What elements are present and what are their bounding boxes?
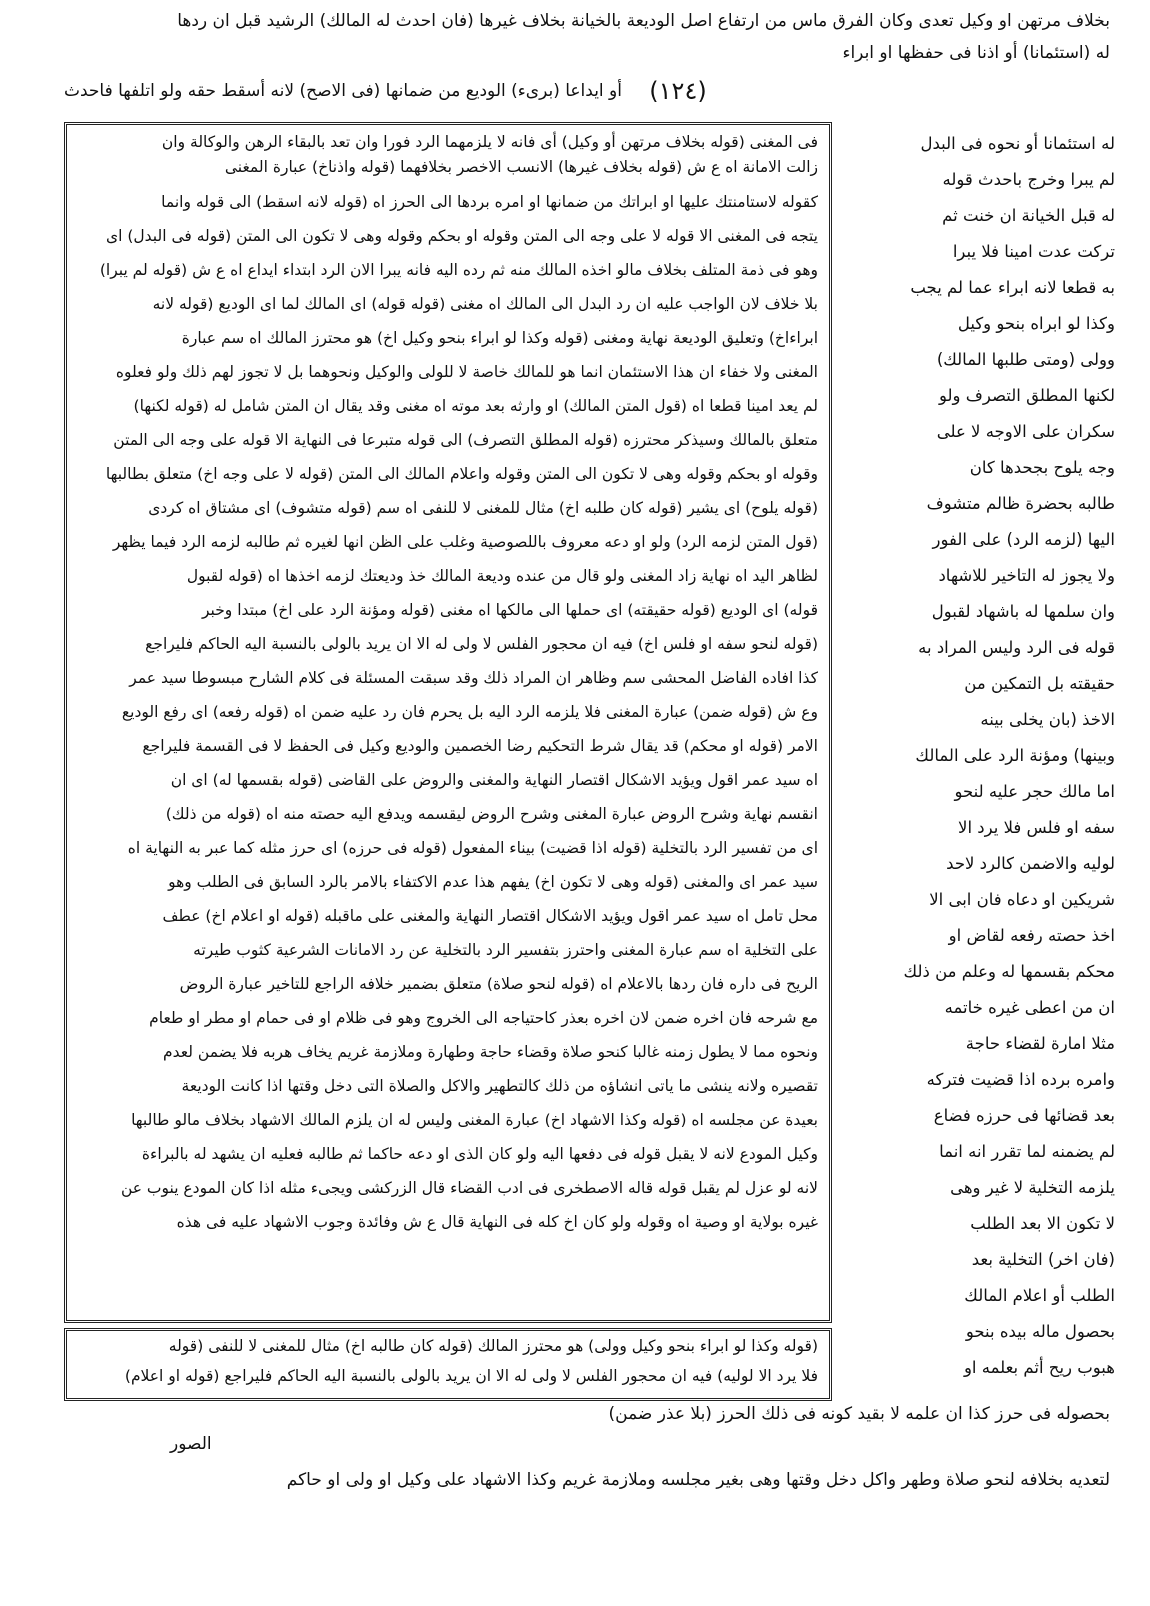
matn-line: تركت عدت امينا فلا يبرا bbox=[952, 242, 1115, 261]
commentary-line: لظاهر اليد اه نهاية زاد المغنى ولو قال من عنده وديعة المالك خذ وديعتك لزمه اخذها اه (قوله لقبول bbox=[186, 567, 818, 585]
matn-line: محكم بقسمها له وعلم من ذلك bbox=[903, 962, 1115, 981]
commentary-line: كقوله لاستامنتك عليها او ابراتك من ضمانها او امره بردها الى الحرز اه (قوله لانه اسقط) الى قوله وانما bbox=[161, 193, 818, 211]
matn-line: لم يبرا وخرج باحدث قوله bbox=[942, 170, 1115, 189]
commentary-line: لانه لو عزل لم يقبل قوله قاله الاصطخرى فى ادب القضاء قال الزركشى ويجىء مثله اذا كان المودع ينوب عن bbox=[120, 1179, 818, 1197]
matn-line: وبينها) ومؤنة الرد على المالك bbox=[915, 746, 1115, 765]
matn-line: سفه او فلس فلا يرد الا bbox=[958, 818, 1115, 837]
bottom-line: بحصوله فى حرز كذا ان علمه لا بقيد كونه فى ذلك الحرز (بلا عذر ضمن) bbox=[608, 1404, 1110, 1424]
matn-line: سكران على الاوجه لا على bbox=[936, 422, 1115, 441]
commentary-line: زالت الامانة اه ع ش (قوله بخلاف غيرها) الانسب الاخصر بخلافهما (قوله واذناخ) عبارة المغنى bbox=[224, 158, 818, 176]
commentary-line: كذا افاده الفاضل المحشى سم وظاهر ان المراد ذلك وقد سبقت المسئلة فى كلام الشارح مبسوطا سيد عمر bbox=[129, 669, 818, 687]
commentary-line: وقوله او بحكم وقوله وهى لا تكون الى المتن وقوله واعلام المالك الى المتن (قوله لا على وجه اخ) متعلق بطالبها bbox=[105, 465, 818, 483]
matn-line: اما مالك حجر عليه لنحو bbox=[954, 782, 1115, 801]
matn-line: مثلا امارة لقضاء حاجة bbox=[965, 1034, 1115, 1053]
matn-line: له استئمانا أو نحوه فى البدل bbox=[920, 134, 1115, 153]
header-line: أو ايداعا (برىء) الوديع من ضمانها (فى الاصح) لانه أسقط حقه ولو اتلفها فاحدث bbox=[63, 81, 622, 101]
matn-line: ان من اعطى غيره خاتمه bbox=[944, 998, 1115, 1017]
matn-line: قوله فى الرد وليس المراد به bbox=[918, 638, 1115, 657]
matn-line: وامره برده اذا قضيت فتركه bbox=[926, 1070, 1115, 1089]
commentary-line: سيد عمر اى والمغنى (قوله وهى لا تكون اخ) يفهم هذا عدم الاكتفاء بالامر بالرد السابق فى الطلب وهو bbox=[168, 873, 818, 891]
matn-line: بعد قضائها فى حرزه فضاع bbox=[933, 1106, 1115, 1125]
matn-line: له قبل الخيانة ان خنت ثم bbox=[942, 206, 1115, 225]
commentary-line: وع ش (قوله ضمن) عبارة المغنى فلا يلزمه الرد اليه بل يحرم فان رد عليه ضمن اه (قوله رفعه) اى رفع الوديع bbox=[121, 703, 818, 721]
header-line: بخلاف مرتهن او وكيل تعدى وكان الفرق ماس من ارتفاع اصل الوديعة بالخيانة بخلاف غيرها (فان احدث له المالك) الرشيد قبل ان ردها bbox=[177, 11, 1110, 31]
matn-line: الطلب أو اعلام المالك bbox=[964, 1286, 1115, 1305]
catch-word: الصور bbox=[170, 1434, 212, 1454]
matn-line: حقيقته بل التمكين من bbox=[964, 674, 1115, 693]
commentary-line: اه سيد عمر اقول ويؤيد الاشكال اقتصار النهاية والمغنى والروض على القاضى (قوله بقسمها له) اى ان bbox=[170, 771, 818, 789]
commentary-line: اى من تفسير الرد بالتخلية (قوله اذا قضيت) بيناء المفعول (قوله فى حرزه) اى حرز مثله كما عبر به النهاية اه bbox=[127, 839, 818, 857]
commentary-line: قوله) اى الوديع (قوله حقيقته) اى حملها الى مالكها اه مغنى (قوله ومؤنة الرد على اخ) مبتدا وخبر bbox=[201, 601, 818, 619]
matn-line: وكذا لو ابراه بنحو وكيل bbox=[957, 314, 1115, 333]
commentary-line: غيره بولاية او وصية اه وقوله ولو كان اخ كله فى النهاية قال ع ش وفائدة وجوب الاشهاد عليه فى هذه bbox=[176, 1213, 818, 1231]
commentary-line: ونحوه مما لا يطول زمنه غالبا كنحو صلاة وقضاء حاجة وطهارة وملازمة غريم يخاف هربه فلا يضمن لعدم bbox=[163, 1043, 818, 1061]
matn-line: لم يضمنه لما تقرر انه انما bbox=[939, 1142, 1115, 1161]
matn-line: وان سلمها له باشهاد لقبول bbox=[931, 602, 1115, 621]
matn-line: بحصول ماله بيده بنحو bbox=[965, 1322, 1115, 1341]
commentary-line: مع شرحه فان اخره ضمن لان اخره بعذر كاحتياجه الى الخروج وهو فى ظلام او فى حمام او مطر او طعام bbox=[149, 1009, 818, 1027]
footnote-line: فلا يرد الا لوليه) فيه ان محجور الفلس لا ولى له الا ان يريد بالولى بالنسبة اليه الحاكم فليراجع (قوله او اعلام) bbox=[124, 1367, 818, 1385]
commentary-line: وهو فى ذمة المتلف بخلاف مالو اخذه المالك منه ثم رده اليه فانه يبرا الان الرد ابتداء ايداع اه ع ش (قوله لم يبرا) bbox=[99, 261, 818, 279]
commentary-line: يتجه فى المغنى الا قوله لا على وجه الى المتن وقوله او بحكم وقوله وهى لا تكون الى المتن (قوله فى البدل) اى bbox=[106, 227, 818, 245]
matn-line: وولى (ومتى طلبها المالك) bbox=[936, 350, 1115, 369]
matn-line: وجه يلوح بجحدها كان bbox=[969, 458, 1115, 477]
matn-line: لوليه والاضمن كالرد لاحد bbox=[946, 854, 1115, 873]
commentary-line: (قوله لنحو سفه او فلس اخ) فيه ان محجور الفلس لا ولى له الا ان يريد بالولى بالنسبة اليه الحاكم فليراجع bbox=[145, 635, 818, 653]
matn-line: اليها (لزمه الرد) على الفور bbox=[932, 530, 1115, 549]
matn-line: الاخذ (بان يخلى بينه bbox=[980, 710, 1115, 729]
matn-line: لكنها المطلق التصرف ولو bbox=[938, 386, 1115, 405]
commentary-line: فى المغنى (قوله بخلاف مرتهن أو وكيل) أى فانه لا يلزمهما الرد فورا وان تعد بالبقاء الرهن والوكالة وان bbox=[161, 133, 818, 151]
commentary-line: وكيل المودع لانه لا يقبل قوله فى دفعها اليه ولو كان الذى او دعه حاكما ثم طالبه فعليه ان يشهد له بالبراءة bbox=[141, 1145, 818, 1163]
commentary-line: بلا خلاف لان الواجب عليه ان رد البدل الى المالك اه مغنى (قوله قوله) اى المالك لما اى الوديع (قوله لانه bbox=[152, 295, 818, 313]
commentary-line: محل تامل اه سيد عمر اقول ويؤيد الاشكال اقتصار النهاية والمغنى على ماقبله (قوله او اعلام اخ) عطف bbox=[162, 907, 818, 925]
footnote-line: (قوله وكذا لو ابراء بنحو وكيل وولى) هو محترز المالك (قوله كان طالبه اخ) مثال للمغنى لا للنفى (قوله bbox=[168, 1337, 818, 1355]
commentary-line: انقسم نهاية وشرح الروض عبارة المغنى وشرح الروض ليقسمه ويدفع اليه حصته منه اه (قوله من ذلك) bbox=[165, 805, 818, 823]
commentary-line: بعيدة عن مجلسه اه (قوله وكذا الاشهاد اخ) عبارة المغنى وليس له ان يلزم المالك الاشهاد بخلاف مالو طالبها bbox=[131, 1111, 818, 1129]
commentary-line: الامر (قوله او محكم) قد يقال شرط التحكيم رضا الخصمين والوديع وكيل فى الحفظ لا فى القسمة فليراجع bbox=[142, 737, 818, 755]
matn-line: (فان اخر) التخلية بعد bbox=[971, 1250, 1115, 1269]
matn-line: لا تكون الا بعد الطلب bbox=[970, 1214, 1115, 1233]
bottom-line: لتعديه بخلافه لنحو صلاة وطهر واكل دخل وقتها وهى بغير مجلسه وملازمة غريم وكذا الاشهاد على وكيل او ولى او حاكم bbox=[286, 1470, 1110, 1490]
header-line: له (استئمانا) أو اذنا فى حفظها او ابراء bbox=[842, 43, 1110, 63]
commentary-line: لم يعد امينا قطعا اه (قول المتن المالك) او وارثه بعد موته اه مغنى وقد يقال ان المتن شامل له (قوله لكنها) bbox=[133, 397, 818, 415]
commentary-line: متعلق بالمالك وسيذكر محترزه (قوله المطلق التصرف) الى قوله متبرعا فى النهاية الا قوله على وجه الى المتن bbox=[113, 431, 818, 449]
matn-line: يلزمه التخلية لا غير وهى bbox=[950, 1178, 1115, 1197]
commentary-line: ابراءاخ) وتعليق الوديعة نهاية ومغنى (قوله وكذا لو ابراء بنحو وكيل اخ) هو محترز المالك اه سم عبارة bbox=[181, 329, 818, 347]
matn-line: ولا يجوز له التاخير للاشهاد bbox=[938, 566, 1115, 585]
matn-line: طالبه بحضرة ظالم متشوف bbox=[926, 494, 1115, 513]
commentary-line: (قول المتن لزمه الرد) ولو او دعه معروف باللصوصية وغلب على الظن انها لغيره ثم طالبه لزمه الرد فيما يظهر bbox=[112, 533, 818, 551]
commentary-line: على التخلية اه سم عبارة المغنى واحترز بتفسير الرد بالتخلية عن رد الامانات الشرعية كثوب طيرته bbox=[193, 941, 818, 959]
commentary-line: (قوله يلوح) اى يشير (قوله كان طلبه اخ) مثال للمغنى لا للنفى اه سم (قوله متشوف) اى مشتاق اه كردى bbox=[148, 499, 818, 517]
page-number: (١٢٤) bbox=[649, 77, 707, 105]
matn-line: هبوب ريح أثم بعلمه او bbox=[963, 1358, 1115, 1377]
commentary-line: المغنى ولا خفاء ان هذا الاستئمان انما هو للمالك خاصة لا للولى والوكيل ونحوهما بل لا تجوز لهم ذلك ولو فعلوه bbox=[115, 363, 818, 381]
matn-line: اخذ حصته رفعه لقاض او bbox=[948, 926, 1115, 945]
commentary-line: الريح فى داره فان ردها بالاعلام اه (قوله لنحو صلاة) متعلق بضمير خلافه الراجع للتاخير عبارة الروض bbox=[179, 975, 818, 993]
commentary-line: تقصيره ولانه ينشى ما ياتى انشاؤه من ذلك كالتطهير والاكل والصلاة التى دخل وقتها اذا كانت الوديعة bbox=[181, 1077, 818, 1095]
matn-line: به قطعا لانه ابراء عما لم يجب bbox=[910, 278, 1115, 297]
matn-line: شريكين او دعاه فان ابى الا bbox=[929, 890, 1115, 909]
